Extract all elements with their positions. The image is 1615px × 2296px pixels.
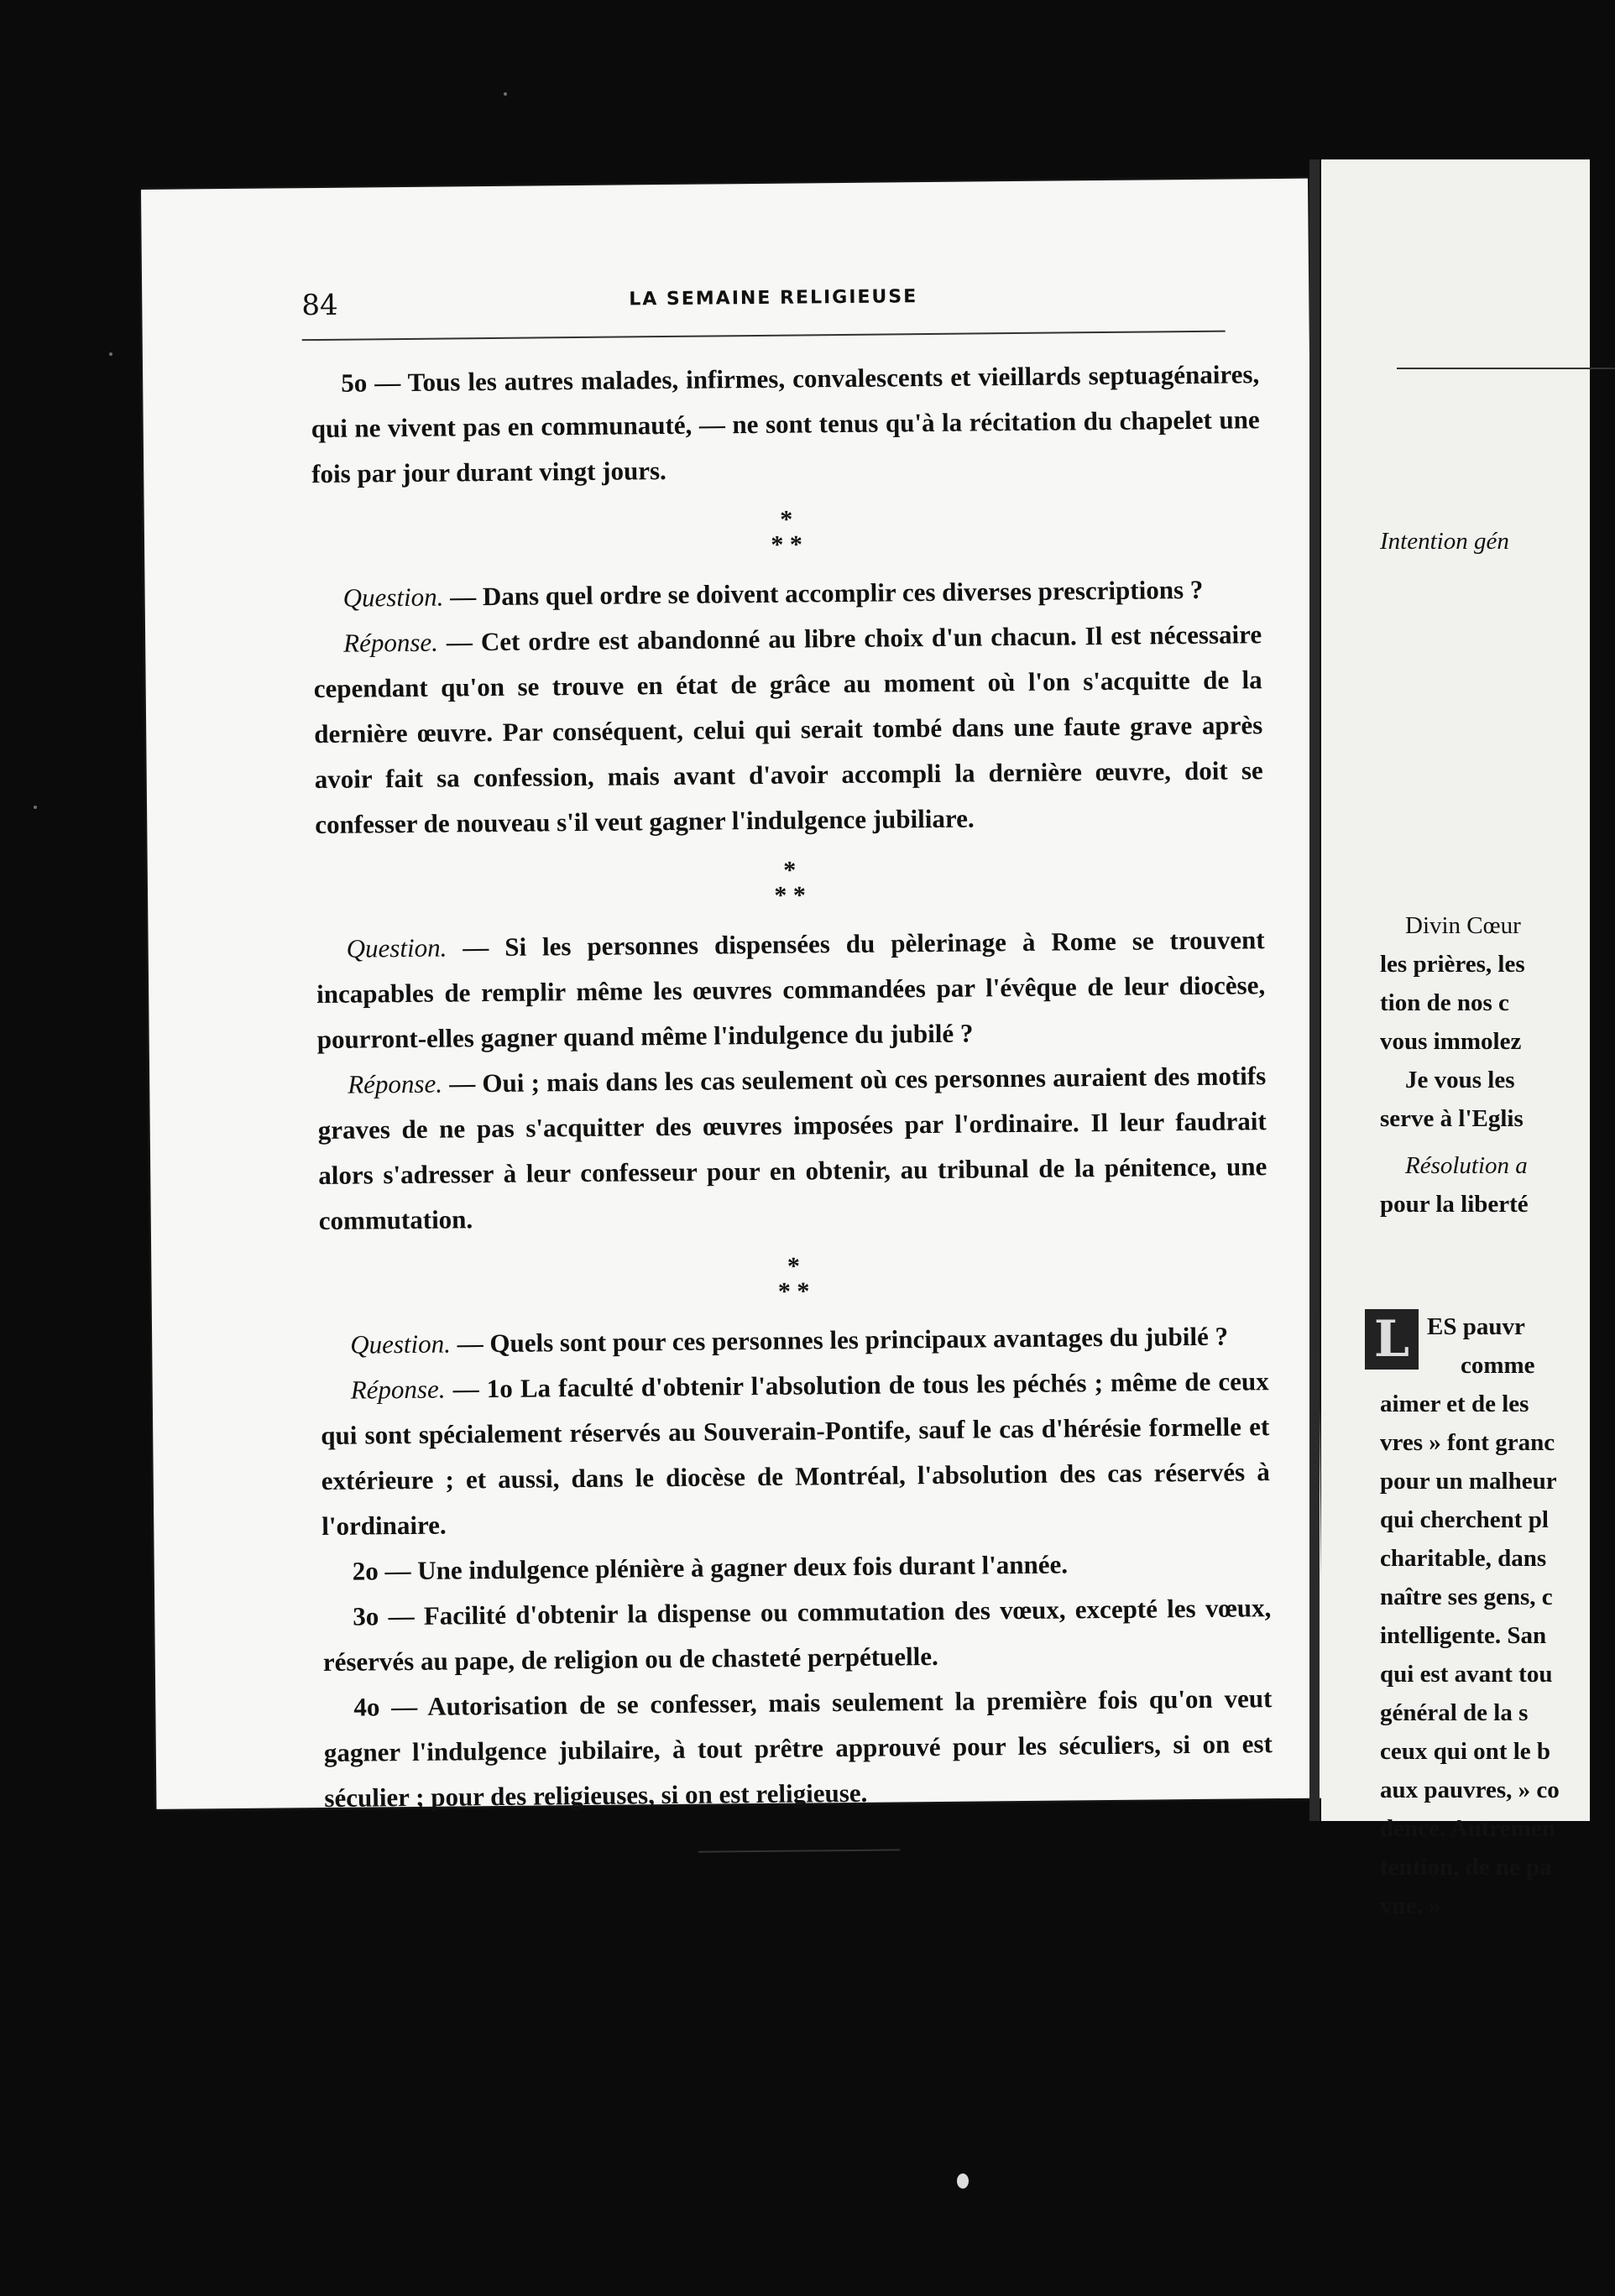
left-page — [141, 179, 1323, 1813]
right-line: pour un malheur — [1380, 1468, 1557, 1495]
scan-speck — [34, 806, 37, 809]
header-rule — [1397, 368, 1615, 369]
right-line: aux pauvres, » co — [1380, 1777, 1560, 1803]
book-gutter — [1309, 159, 1320, 1821]
scan-speck — [109, 352, 112, 356]
right-line: ES pauvr — [1427, 1313, 1525, 1340]
right-line: comme — [1461, 1352, 1535, 1379]
right-line: vres » font granc — [1380, 1429, 1555, 1456]
right-line: qui est avant tou — [1380, 1661, 1553, 1688]
right-line: ceux qui ont le b — [1380, 1738, 1551, 1765]
answer-3-item-2: 2o — Une indulgence plénière à gagner deux fois durant l'année. — [352, 1549, 1069, 1586]
right-line: serve à l'Eglis — [1380, 1105, 1524, 1132]
right-line: intelligente. San — [1380, 1622, 1547, 1649]
page-body — [311, 352, 1273, 1856]
end-rule — [698, 1849, 900, 1852]
right-line: vue. » — [1380, 1892, 1441, 1919]
right-line: vous immolez — [1380, 1028, 1522, 1055]
scan-speck — [504, 92, 507, 96]
right-line: dence. Autremen — [1380, 1815, 1555, 1842]
drop-cap: L — [1365, 1309, 1419, 1370]
right-page — [1321, 159, 1590, 1919]
right-line: les prières, les — [1380, 951, 1525, 978]
answer-3-item-4: 4o — Autorisation de se confesser, mais seulement la première fois qu'on veut gagner l'indulgence jubilaire, à tout prêtre approuvé pour les séculiers, si on est séculier ; pour des religieuses, si on est religieuse. — [323, 1683, 1273, 1813]
paragraph-5o: 5o — Tous les autres malades, infirmes, convalescents et vieillards septuagénaires, qui ne vivent pas en communauté, — ne sont tenus qu'à la récitation du chapelet une fois par jour durant vingt jours. — [311, 359, 1260, 489]
answer-2: Réponse. — Oui ; mais dans les cas seulement où ces personnes auraient des motifs graves de ne pas s'acquitter des œuvres imposées par l'ordinaire. Il leur faudrait alors s'adresser à leur confesseur pour en obtenir, au tribunal de la pénitence, une commutation. — [317, 1061, 1267, 1236]
question-2: Question. — Si les personnes dispensées du pèlerinage à Rome se trouvent incapables de remplir même les œuvres commandées par l'évêque de leur diocèse, pourront-elles gagner quand même l'indulgence du jubilé ? — [316, 925, 1266, 1055]
running-title: LA SEMAINE RELIGIEUSE — [629, 286, 918, 310]
header-rule — [302, 331, 1226, 342]
answer-1: Réponse. — Cet ordre est abandonné au libre choix d'un chacun. Il est nécessaire cependant qu'on se trouve en état de grâce au moment où l'on s'acquitte de la dernière œuvre. Par conséquent, celui qui serait tombé dans une faute grave après avoir fait sa confession, mais avant d'avoir accompli la dernière œuvre, doit se confesser de nouveau s'il veut gagner l'indulgence jubiliare. — [313, 619, 1263, 840]
right-line: aimer et de les — [1380, 1391, 1529, 1417]
right-line: qui cherchent pl — [1380, 1506, 1549, 1533]
answer-3-item-3: 3o — Facilité d'obtenir la dispense ou commutation des vœux, excepté les vœux, réservés au pape, de religion ou de chasteté perpétuelle. — [322, 1593, 1272, 1677]
asterism: * * * — [777, 1252, 810, 1306]
answer-3: Réponse. — 1o La faculté d'obtenir l'absolution de tous les péchés ; même de ceux qui sont spécialement réservés au Souverain-Pontife, sauf le cas d'hérésie formelle et extérieure ; et aussi, dans le diocèse de Montréal, l'absolution des cas réservés à l'ordinaire. — [321, 1366, 1270, 1542]
right-line: naître ses gens, c — [1380, 1584, 1553, 1610]
right-line: pour la liberté — [1380, 1191, 1529, 1218]
page-number: 84 — [301, 288, 338, 323]
right-line: tion de nos c — [1380, 989, 1509, 1016]
question-1: Question. — Dans quel ordre se doivent accomplir ces diverses prescriptions ? — [342, 574, 1204, 613]
question-3: Question. — Quels sont pour ces personnes les principaux avantages du jubilé ? — [350, 1321, 1229, 1359]
right-line: Résolution a — [1405, 1152, 1528, 1179]
asterism: * * * — [774, 856, 807, 910]
right-line: Intention gén — [1380, 528, 1509, 555]
right-line: charitable, dans — [1380, 1545, 1547, 1572]
right-line: Je vous les — [1405, 1067, 1515, 1093]
scan-speck — [957, 2173, 969, 2189]
right-line: tention, de ne pa — [1380, 1854, 1552, 1881]
right-line: général de la s — [1380, 1699, 1529, 1726]
right-line: Divin Cœur — [1405, 912, 1521, 939]
asterism: * * * — [771, 505, 803, 559]
